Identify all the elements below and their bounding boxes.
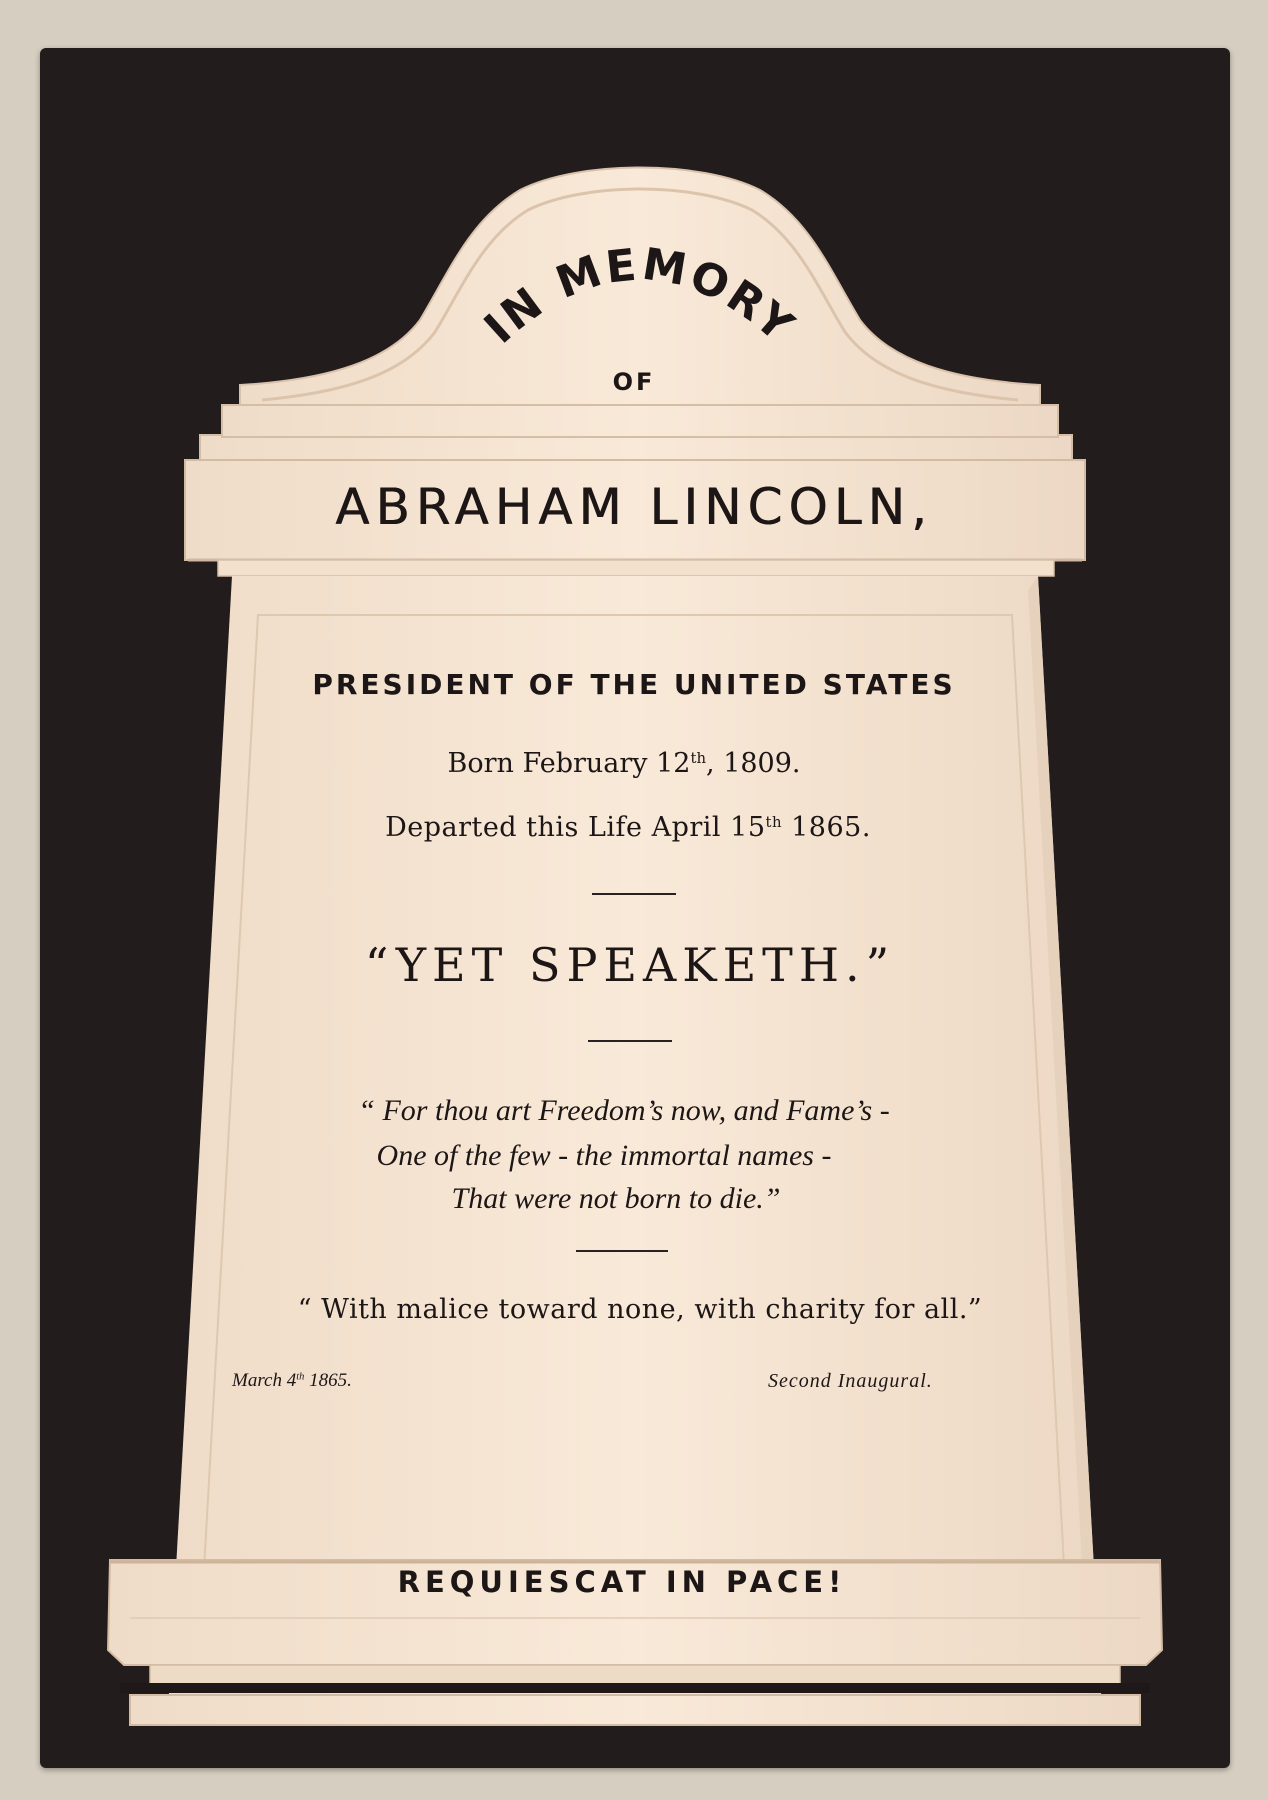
arch-inscription: IN MEMORY bbox=[474, 238, 805, 354]
death-date-ordinal: th bbox=[765, 813, 783, 832]
divider-3 bbox=[576, 1250, 668, 1252]
tombstone-base-lip bbox=[130, 1695, 1140, 1725]
quote-date-year: 1865. bbox=[304, 1370, 352, 1391]
death-date-text: Departed this Life April 15 bbox=[385, 812, 766, 843]
divider-2 bbox=[588, 1040, 672, 1042]
poem-line-2: One of the few - the immortal names - bbox=[376, 1139, 832, 1172]
divider-1 bbox=[592, 893, 676, 895]
quote-date-ordinal: th bbox=[296, 1371, 305, 1383]
base-inscription: REQUIESCAT IN PACE! bbox=[397, 1565, 847, 1599]
title-inscription: PRESIDENT OF THE UNITED STATES bbox=[312, 668, 956, 701]
quote-source: Second Inaugural. bbox=[768, 1370, 933, 1392]
quote-date-text: March 4 bbox=[232, 1370, 297, 1391]
birth-date-text: Born February 12 bbox=[447, 748, 691, 779]
arch-inscription-of: OF bbox=[612, 368, 656, 396]
poem-line-1: “ For thou art Freedom’s now, and Fame’s - bbox=[358, 1094, 890, 1127]
quote-date bbox=[232, 1370, 352, 1392]
tombstone-step bbox=[222, 405, 1058, 437]
birth-date-year: , 1809. bbox=[706, 748, 801, 779]
motto-inscription: “YET SPEAKETH.” bbox=[364, 938, 896, 992]
birth-date-ordinal: th bbox=[690, 749, 707, 768]
inaugural-quote: “ With malice toward none, with charity for all.” bbox=[297, 1294, 983, 1325]
birth-date bbox=[0, 748, 1258, 779]
death-date-year: 1865. bbox=[782, 812, 871, 843]
name-inscription: ABRAHAM LINCOLN, bbox=[335, 478, 933, 536]
death-date bbox=[0, 812, 1262, 843]
poem-line-3: That were not born to die.” bbox=[451, 1182, 781, 1215]
